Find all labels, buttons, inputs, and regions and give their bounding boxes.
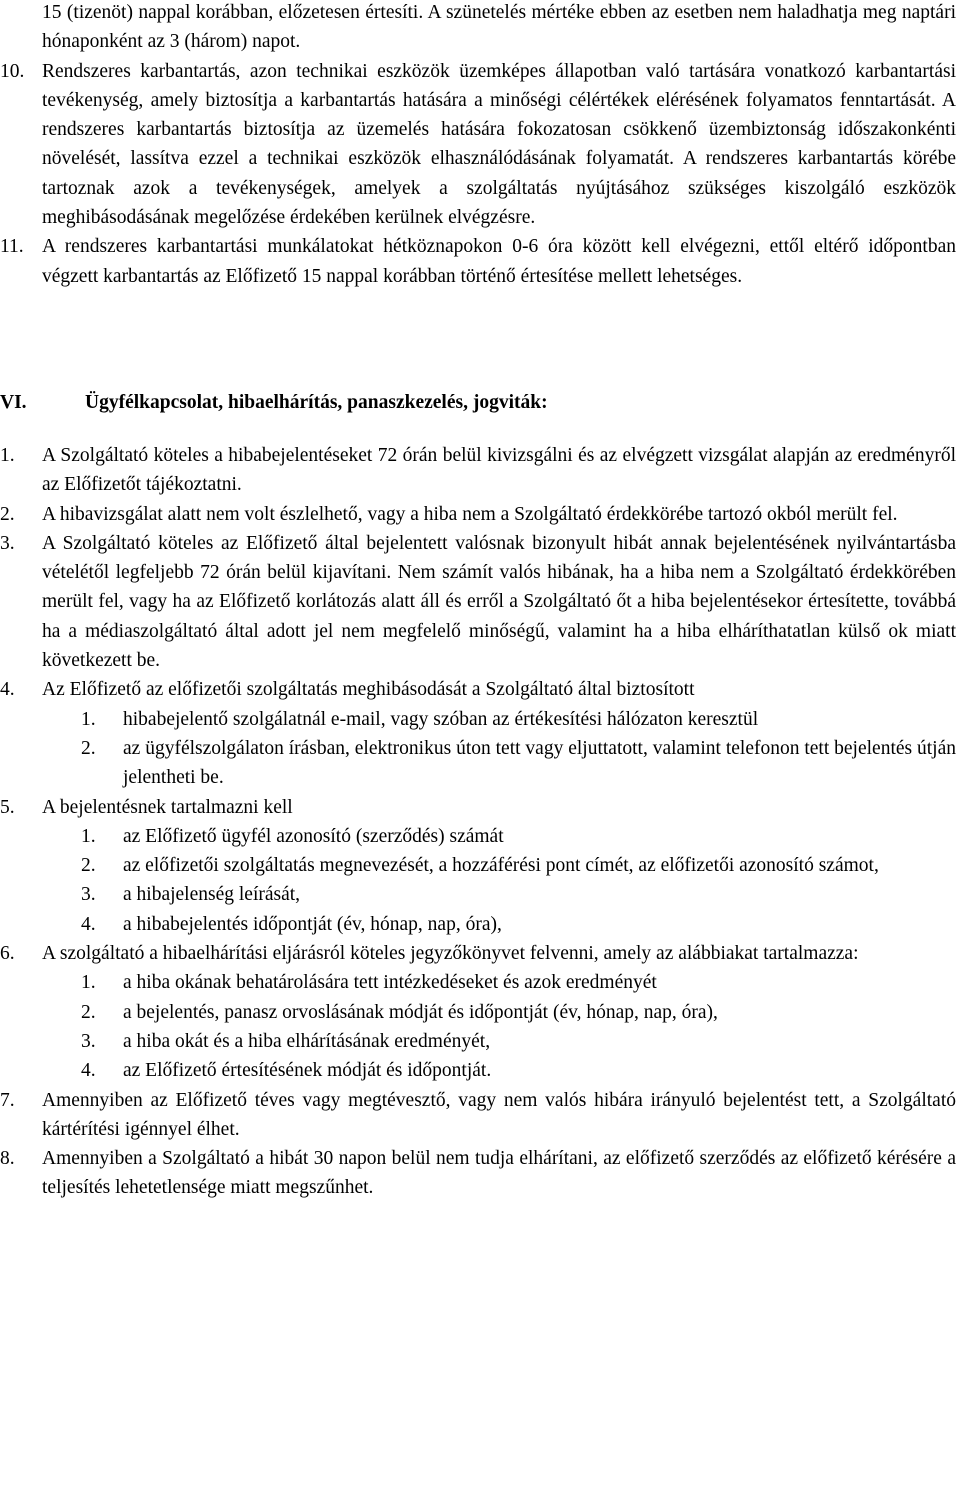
sub-list-item <box>0 851 956 880</box>
item-text: A Szolgáltató köteles az Előfizető által bejelentett valósnak bizonyult hibát annak bejelentésének nyilvántartásba vételétől legfeljebb 72 órán belül kijavítani. Nem számít valós hibának, ha a hiba nem a Szolgáltató érdekkörében merült fel, vagy ha az Előfizető korlátozás alatt áll és erről a Szolgáltató őt a hiba bejelentésekor értesítette, továbbá ha a médiaszolgáltató által adott jel nem megfelelő minőségű, valamint ha a hiba elháríthatatlan külső ok miatt következett be. <box>42 532 956 672</box>
list-item <box>0 232 956 291</box>
sub-item-number: 3. <box>81 1030 96 1052</box>
sub-item-text: az Előfizető ügyfél azonosító (szerződés) számát <box>123 825 504 847</box>
sub-item-number: 2. <box>81 737 96 759</box>
sub-item-text: az előfizetői szolgáltatás megnevezését, a hozzáférési pont címét, az előfizetői azonosító számot, <box>123 855 879 877</box>
item-text: Rendszeres karbantartás, azon technikai eszközök üzemképes állapotban való tartására vonatkozó karbantartási tevékenység, amely biztosítja a karbantartás hatására a minőségi célértékek elérésének folyamatos fenntartását. A rendszeres karbantartás biztosítja az üzemelés hatására fokozatosan csökkenő üzembiztonság időszakonkénti növelését, lassítva ezzel a technikai eszközök elhasználódásának folyamatát. A rendszeres karbantartás körébe tartoznak azok a tevékenységek, amelyek a szolgáltatás nyújtásához szükséges kiszolgáló eszközök meghibásodásának megelőzése érdekében kerülnek elvégzésre. <box>42 60 956 229</box>
sub-item-text: a hiba okának behatárolására tett intézkedéseket és azok eredményét <box>123 972 657 994</box>
item-number: 7. <box>0 1089 15 1111</box>
intro-text: 15 (tizenöt) nappal korábban, előzetesen értesíti. A szünetelés mértéke ebben az esetben nem haladhatja meg naptári hónaponként az 3 (három) napot. <box>42 2 956 53</box>
sub-item-text: a bejelentés, panasz orvoslásának módját és időpontját (év, hónap, nap, óra), <box>123 1001 718 1023</box>
list-item <box>0 675 956 704</box>
item-number: 3. <box>0 532 15 554</box>
sub-item-text: a hiba okát és a hiba elhárításának eredményét, <box>123 1030 491 1052</box>
list-item <box>0 1086 956 1145</box>
list-item <box>0 57 956 233</box>
item-number: 5. <box>0 796 15 818</box>
sub-item-number: 4. <box>81 913 96 935</box>
list-item <box>0 529 956 675</box>
sub-list-item <box>0 1056 956 1085</box>
sub-list-item <box>0 968 956 997</box>
list-item <box>0 939 956 968</box>
sub-list-item <box>0 910 956 939</box>
sub-item-text: hibabejelentő szolgálatnál e-mail, vagy szóban az értékesítési hálózaton keresztül <box>123 708 759 730</box>
list-item <box>0 441 956 500</box>
item-number: 6. <box>0 943 15 965</box>
item-text: A Szolgáltató köteles a hibabejelentéseket 72 órán belül kivizsgálni és az elvégzett vizsgálat alapján az eredményről az Előfizetőt tájékoztatni. <box>42 444 956 496</box>
item-number: 11. <box>0 236 24 258</box>
item-number: 1. <box>0 444 15 466</box>
list-item <box>0 500 956 529</box>
sub-item-text: a hibabejelentés időpontját (év, hónap, nap, óra), <box>123 913 502 935</box>
sub-item-number: 1. <box>81 708 96 730</box>
sub-item-text: az Előfizető értesítésének módját és időpontját. <box>123 1060 492 1082</box>
item-number: 10. <box>0 60 25 82</box>
item-text: Amennyiben a Szolgáltató a hibát 30 napon belül nem tudja elhárítani, az előfizető szerződés az előfizető kérésére a teljesítés lehetetlensége miatt megszűnhet. <box>42 1148 956 1199</box>
sub-list-item <box>0 1027 956 1056</box>
item-number: 4. <box>0 679 15 701</box>
sub-item-number: 1. <box>81 825 96 847</box>
item-text: Amennyiben az Előfizető téves vagy megtévesztő, vagy nem valós hibára irányuló bejelentést tett, a Szolgáltató kártérítési igénnyel élhet. <box>42 1089 956 1140</box>
sub-list-item <box>0 705 956 734</box>
sub-list-item <box>0 734 956 793</box>
sub-list-item <box>0 998 956 1027</box>
sub-item-number: 2. <box>81 855 96 877</box>
list-item <box>0 1144 956 1203</box>
section-heading <box>0 388 960 417</box>
sub-item-number: 3. <box>81 884 96 906</box>
sub-item-number: 4. <box>81 1060 96 1082</box>
sub-item-text: a hibajelenség leírását, <box>123 884 301 906</box>
item-text: A hibavizsgálat alatt nem volt észlelhető, vagy a hiba nem a Szolgáltató érdekkörébe tartozó okból merült fel. <box>42 503 898 525</box>
sub-item-text: az ügyfélszolgálaton írásban, elektronikus úton tett vagy eljuttatott, valamint telefonon tett bejelentés útján jelentheti be. <box>123 737 956 789</box>
item-text: Az Előfizető az előfizetői szolgáltatás meghibásodását a Szolgáltató által biztosított <box>42 679 695 701</box>
intro-paragraph <box>0 0 956 57</box>
section-title: Ügyfélkapcsolat, hibaelhárítás, panaszkezelés, jogviták: <box>85 391 548 413</box>
item-text: A rendszeres karbantartási munkálatokat hétköznapokon 0-6 óra között kell elvégezni, ettől eltérő időpontban végzett karbantartás az Előfizető 15 nappal korábban történő értesítése mellett lehetséges. <box>42 236 956 287</box>
sub-list-item <box>0 822 956 851</box>
item-number: 8. <box>0 1148 15 1170</box>
sub-list-item <box>0 880 956 909</box>
item-text: A bejelentésnek tartalmazni kell <box>42 796 293 818</box>
list-item <box>0 793 956 822</box>
section-number: VI. <box>0 391 27 413</box>
sub-item-number: 1. <box>81 972 96 994</box>
item-number: 2. <box>0 503 15 525</box>
sub-item-number: 2. <box>81 1001 96 1023</box>
item-text: A szolgáltató a hibaelhárítási eljárásról köteles jegyzőkönyvet felvenni, amely az alábbiakat tartalmazza: <box>42 943 859 965</box>
